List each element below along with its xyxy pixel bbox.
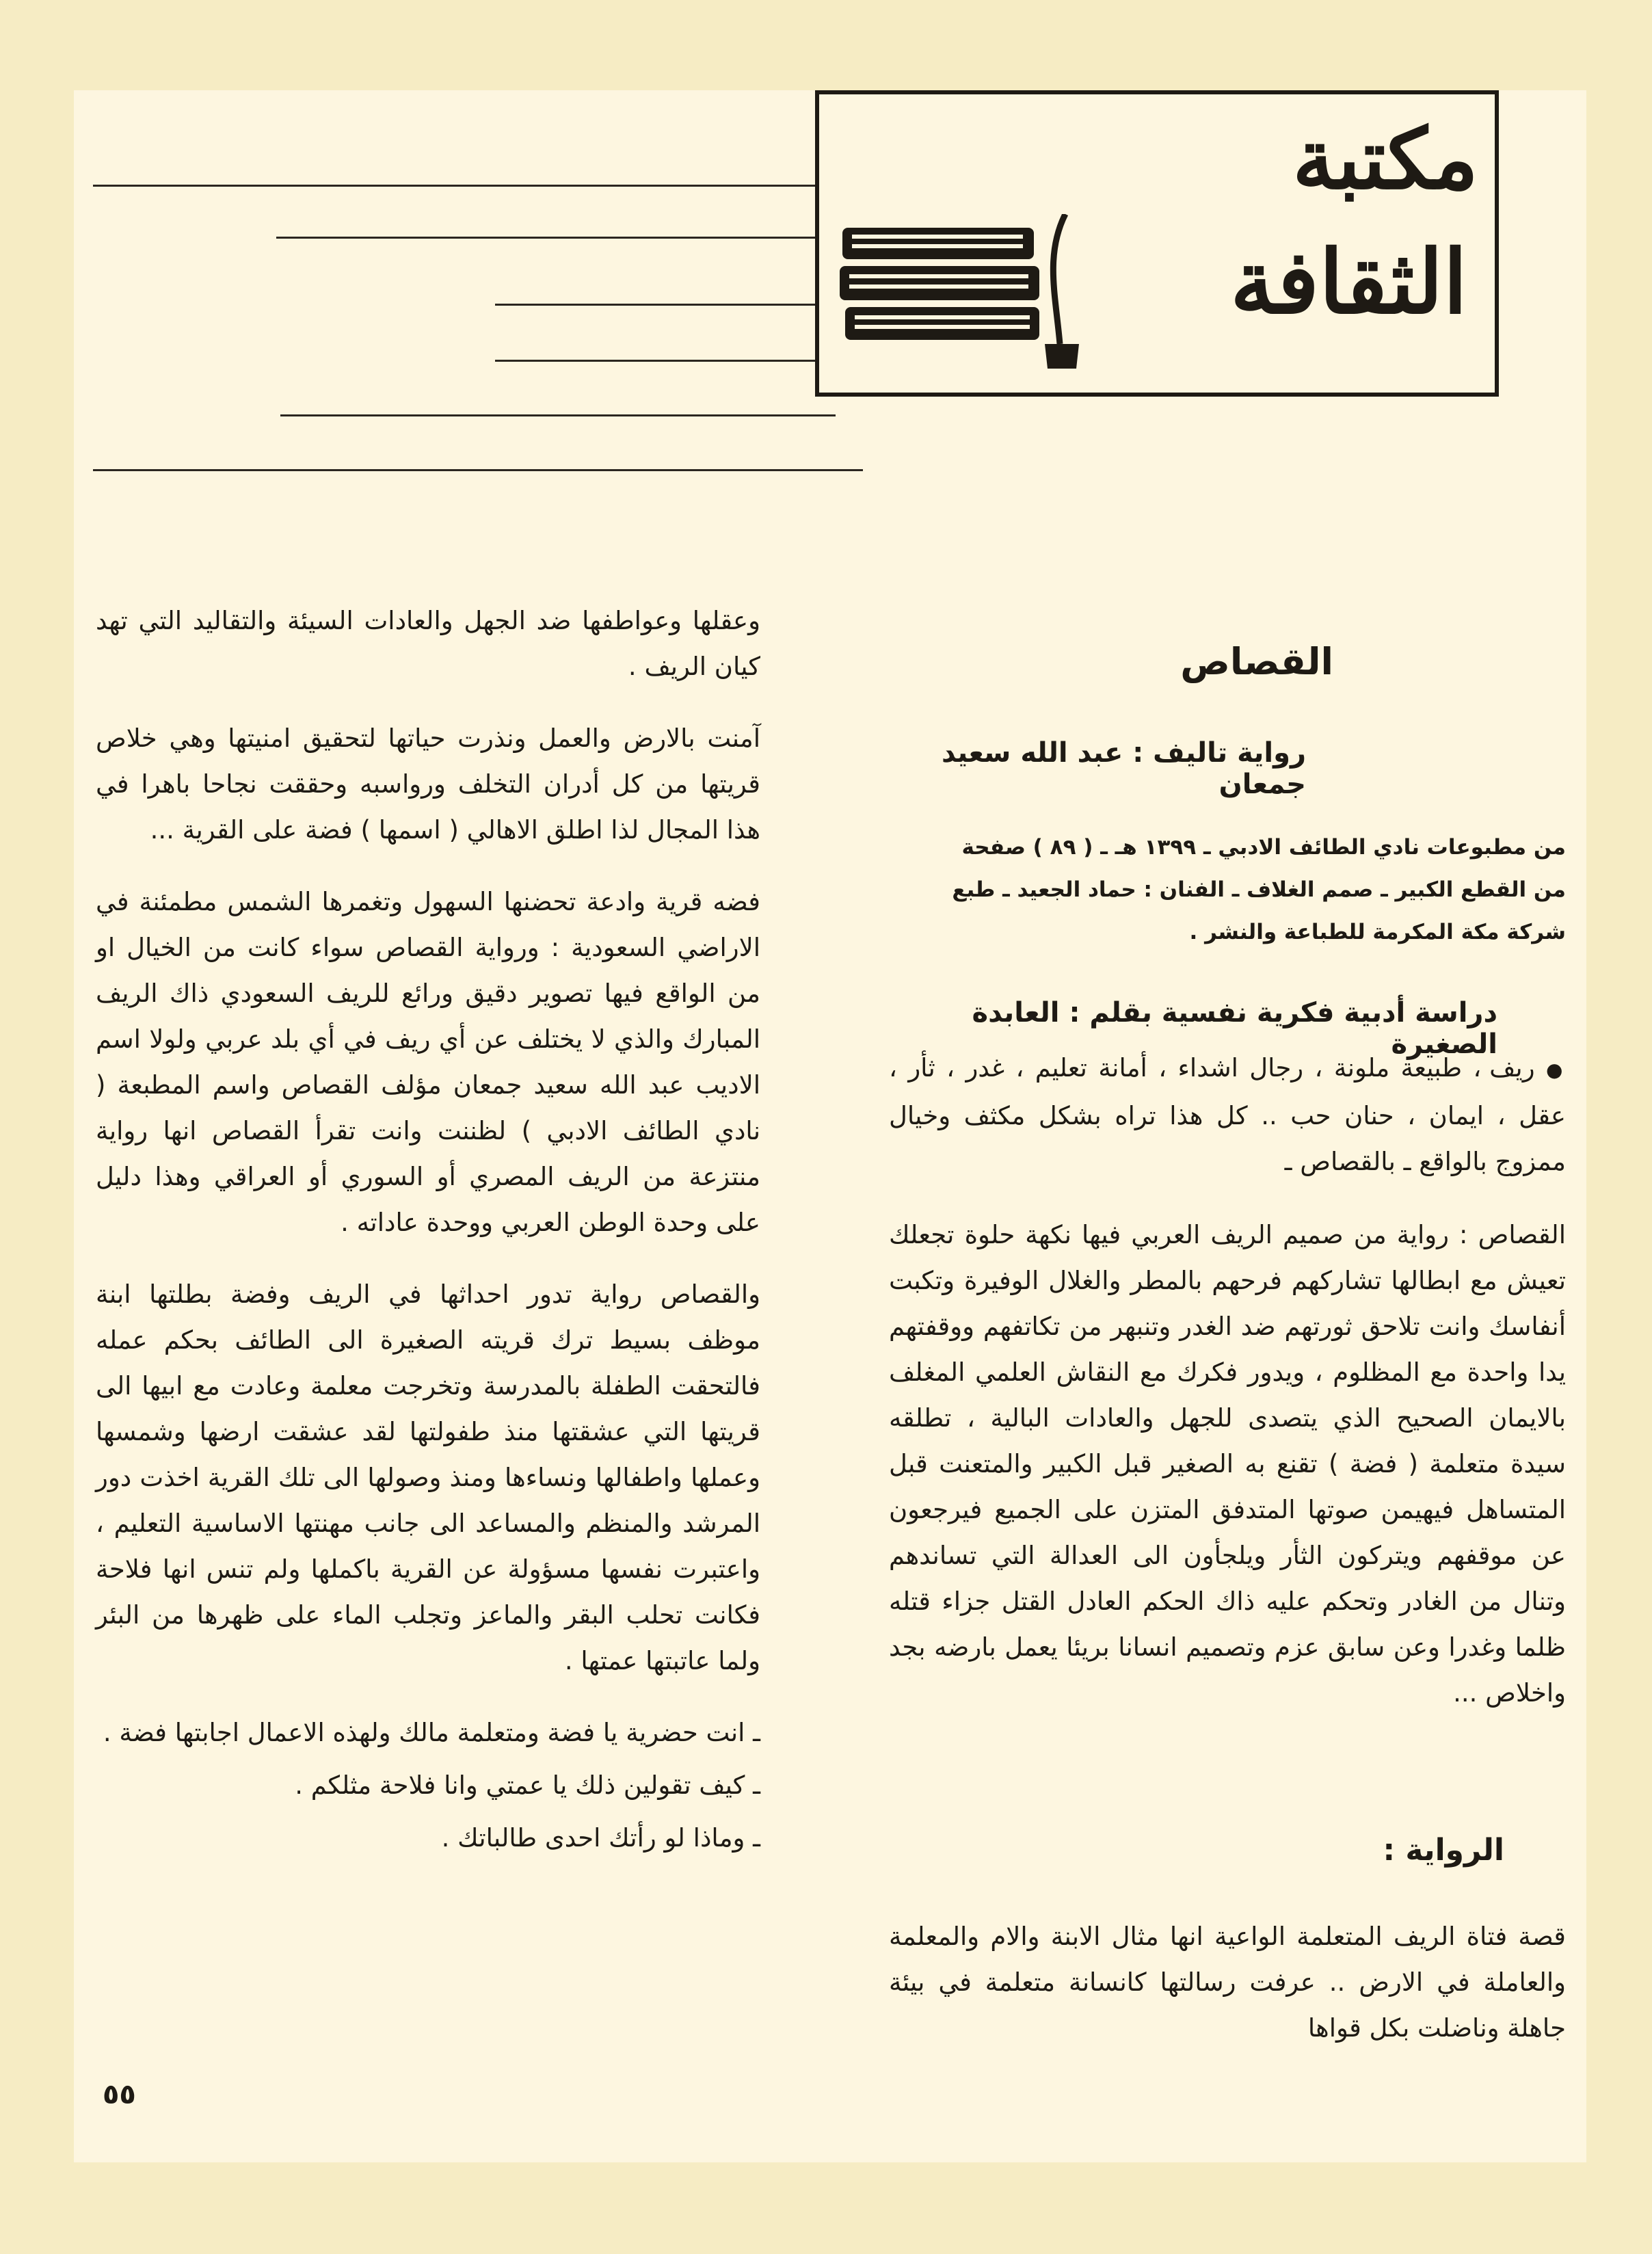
section-heading: الرواية : (1383, 1833, 1504, 1868)
header-rule-3 (495, 304, 837, 306)
right-paragraph-1: القصاص : رواية من صميم الريف العربي فيها نكهة حلوة تجعلك تعيش مع ابطالها تشاركهم فرحهم بالمطر والغلال الوفيرة وتكبت أنفاسك وانت تلاحق ثورتهم ضد الغدر وتنبهر من تكاتفهم ووقفتهم يدا واحدة مع المظلوم ، ويدور فكرك مع النقاش العلمي المغلف بالايمان الصحيح الذي يتصدى للجهل والعادات البالية ، تطلقه سيدة متعلمة ( فضة ) تقنع به الصغير قبل الكبير والمتعنت قبل المتساهل فيهيمن صوتها المتدفق المتزن على الجميع فيرجعون عن موقفهم ويتركون الثأر ويلجأون الى العدالة التي تساندهم وتنال من الغادر وتحكم عليه ذاك الحكم العادل القتل جزاء قتله ظلما وغدرا وعن سابق عزم وتصميم انسانا بريئا يعمل بارضه بجد واخلاص ... (889, 1220, 1566, 1708)
left-paragraph-1: وعقلها وعواطفها ضد الجهل والعادات السيئة والتقاليد التي تهد كيان الريف . (96, 606, 760, 681)
dialog-line-2: ـ كيف تقولين ذلك يا عمتي وانا فلاحة مثلكم . (295, 1771, 760, 1800)
right-paragraph-2: قصة فتاة الريف المتعلمة الواعية انها مثال الابنة والام والمعلمة والعاملة في الارض .. عرفت رسالتها كانسانة متعلمة في بيئة جاهلة وناضلت بكل قواها (889, 1922, 1566, 2043)
publication-info (889, 826, 1566, 953)
dialog-line-3: ـ وماذا لو رأتك احدى طالباتك . (441, 1823, 760, 1853)
study-heading: دراسة أدبية فكرية نفسية بقلم : العابدة الصغيرة (972, 997, 1497, 1060)
left-paragraph-2: آمنت بالارض والعمل ونذرت حياتها لتحقيق امنيتها وهي خلاص قريتها من كل أدران التخلف ورواسبه وحققت نجاحا باهرا في هذا المجال لذا اطلق الاهالي ( اسمها ) فضة على القرية ... (96, 724, 760, 845)
masthead-title-2: الثقافة (1230, 231, 1467, 334)
masthead-logo (815, 90, 1499, 397)
masthead-title-1: مكتبة (1292, 109, 1478, 208)
bullet-icon: ● (1545, 1059, 1566, 1081)
left-column (96, 598, 760, 1868)
publication-line-3: شركة مكة المكرمة للطباعة والنشر . (1189, 920, 1566, 944)
page-number: ٥٥ (103, 2079, 136, 2110)
header-rule-4 (495, 360, 837, 362)
dialog-block (96, 1710, 760, 1861)
header-rule-5 (280, 414, 836, 416)
left-paragraph-4: والقصاص رواية تدور احداثها في الريف وفضة بطلتها ابنة موظف بسيط ترك قريته الصغيرة الى الطائف بحكم عمله فالتحقت الطفلة بالمدرسة وتخرجت معلمة وعادت مع ابيها الى قريتها التي عشقتها منذ طفولتها لقد عشقت ارضها وشمسها وعملها واطفالها ونساءها ومنذ وصولها الى تلك القرية اخذت دور المرشد والمنظم والمساعد الى جانب مهنتها الاساسية التعليم ، واعتبرت نفسها مسؤولة عن القرية باكملها ولم تنس انها فلاحة فكانت تحلب البقر والماعز وتجلب الماء على ظهرها من البئر ولما عاتبتها عمتها . (96, 1280, 760, 1675)
header-rule-top (93, 185, 863, 187)
publication-line-1: من مطبوعات نادي الطائف الادبي ـ ١٣٩٩ هـ ـ ( ٨٩ ) صفحة (961, 835, 1566, 860)
publication-line-2: من القطع الكبير ـ صمم الغلاف ـ الفنان : حماد الجعيد ـ طبع (952, 877, 1566, 902)
header-rule-bottom (93, 469, 863, 471)
summary-block (889, 1045, 1566, 1184)
summary-text: ريف ، طبيعة ملونة ، رجال اشداء ، أمانة تعليم ، غدر ، ثأر ، عقل ، ايمان ، حنان حب .. كل هذا تراه بشكل مكثف وخيال ممزوج بالواقع ـ بالقصاص ـ (889, 1053, 1566, 1176)
left-paragraph-3: فضه قرية وادعة تحضنها السهول وتغمرها الشمس مطمئنة في الاراضي السعودية : ورواية القصاص سواء كانت من الخيال او من الواقع فيها تصوير دقيق ورائع للريف السعودي ذاك الريف المبارك والذي لا يختلف عن أي ريف في أي بلد عربي ولولا اسم الاديب عبد الله سعيد جمعان مؤلف القصاص واسم المطبعة ( نادي الطائف الادبي ) لظننت وانت تقرأ القصاص انها رواية منتزعة من الريف المصري أو السوري أو العراقي وهذا دليل على وحدة الوطن العربي ووحدة عاداته . (96, 887, 760, 1237)
article-title: القصاص (1180, 640, 1333, 683)
header-rule-2 (276, 237, 837, 239)
dialog-line-1: ـ انت حضرية يا فضة ومتعلمة مالك ولهذه الاعمال اجابتها فضة . (103, 1718, 760, 1747)
books-ink-icon (840, 214, 1086, 371)
byline: رواية تاليف : عبد الله سعيد جمعان (942, 737, 1306, 800)
